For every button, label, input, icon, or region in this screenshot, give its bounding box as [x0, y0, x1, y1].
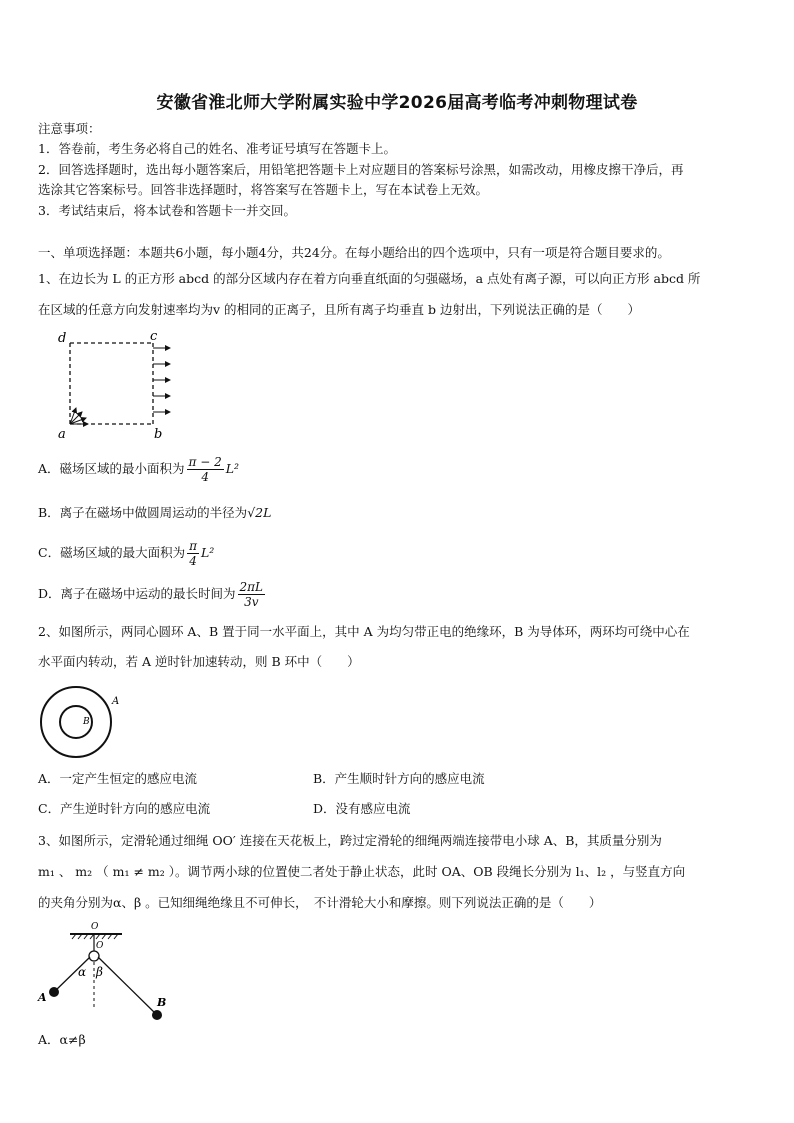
- q1-option-d: D．离子在磁场中运动的最长时间为 $\frac{2\pi L}{3v}$: [38, 580, 264, 609]
- label-ring-b: B: [83, 717, 90, 727]
- q1-option-c: C．磁场区域的最大面积为 $\frac{\pi}{4}$ L²: [38, 539, 215, 568]
- question-3-stem: m₁ 、 m₂ （ m₁ ≠ m₂ ）。调节两小球的位置使二者处于静止状态，此时 OA、OB 段绳长分别为 l₁、l₂ ，与竖直方向: [38, 864, 686, 879]
- q1-option-a: A．磁场区域的最小面积为 $\frac{\pi - 2}{4}$ L²: [38, 455, 240, 484]
- label-o-prime: O: [91, 922, 99, 932]
- label-b: b: [154, 427, 163, 442]
- label-d: d: [58, 331, 67, 346]
- label-ring-a: A: [112, 696, 120, 707]
- question-3-stem: 3、如图所示，定滑轮通过细绳 OO′ 连接在天花板上，跨过定滑轮的细绳两端连接带电小球 A、B，其质量分别为: [38, 833, 662, 848]
- q2-option-d: D．没有感应电流: [313, 801, 411, 816]
- label-c: c: [150, 329, 158, 344]
- q1-square-figure: [50, 328, 180, 443]
- label-ball-b: B: [157, 996, 167, 1009]
- q2-option-a: A．一定产生恒定的感应电流: [38, 771, 198, 786]
- label-ball-a: A: [38, 991, 47, 1004]
- question-1-stem: 在区域的任意方向发射速率均为v 的相同的正离子，且所有离子均垂直 b 边射出，下列说法正确的是（ ）: [38, 302, 640, 317]
- notice-item: 1．答卷前，考生务必将自己的姓名、准考证号填写在答题卡上。: [38, 141, 396, 156]
- label-a: a: [58, 427, 66, 442]
- notice-heading: 注意事项：: [38, 121, 101, 136]
- question-1-stem: 1、在边长为 L 的正方形 abcd 的部分区域内存在着方向垂直纸面的匀强磁场，a 点处有离子源，可以向正方形 abcd 所: [38, 271, 701, 286]
- q1-option-b: B．离子在磁场中做圆周运动的半径为√2L: [38, 505, 272, 520]
- notice-item: 3．考试结束后，将本试卷和答题卡一并交回。: [38, 203, 296, 218]
- question-2-stem: 2、如图所示，两同心圆环 A、B 置于同一水平面上，其中 A 为均匀带正电的绝缘环，B 为导体环，两环均可绕中心在: [38, 624, 690, 639]
- q2-rings-figure: [38, 686, 128, 766]
- label-beta: β: [96, 965, 103, 979]
- q3-pulley-figure: [38, 918, 178, 1026]
- section-heading: 一、单项选择题：本题共6小题，每小题4分，共24分。在每小题给出的四个选项中，只有一项是符合题目要求的。: [38, 245, 670, 260]
- q2-option-c: C．产生逆时针方向的感应电流: [38, 801, 211, 816]
- notice-item: 选涂其它答案标号。回答非选择题时，将答案写在答题卡上，写在本试卷上无效。: [38, 182, 489, 197]
- q3-option-a: A．α≠β: [38, 1032, 86, 1047]
- page-title: 安徽省淮北师大学附属实验中学2026届高考临考冲刺物理试卷: [156, 93, 638, 113]
- notice-item: 2．回答选择题时，选出每小题答案后，用铅笔把答题卡上对应题目的答案标号涂黑，如需改动，用橡皮擦干净后，再: [38, 162, 684, 177]
- q2-option-b: B．产生顺时针方向的感应电流: [313, 771, 485, 786]
- question-2-stem: 水平面内转动，若 A 逆时针加速转动，则 B 环中（ ）: [38, 654, 360, 669]
- label-o: O: [96, 941, 104, 951]
- label-alpha: α: [78, 965, 87, 979]
- question-3-stem: 的夹角分别为α、β 。已知细绳绝缘且不可伸长， 不计滑轮大小和摩擦。则下列说法正确的是（ ）: [38, 895, 602, 910]
